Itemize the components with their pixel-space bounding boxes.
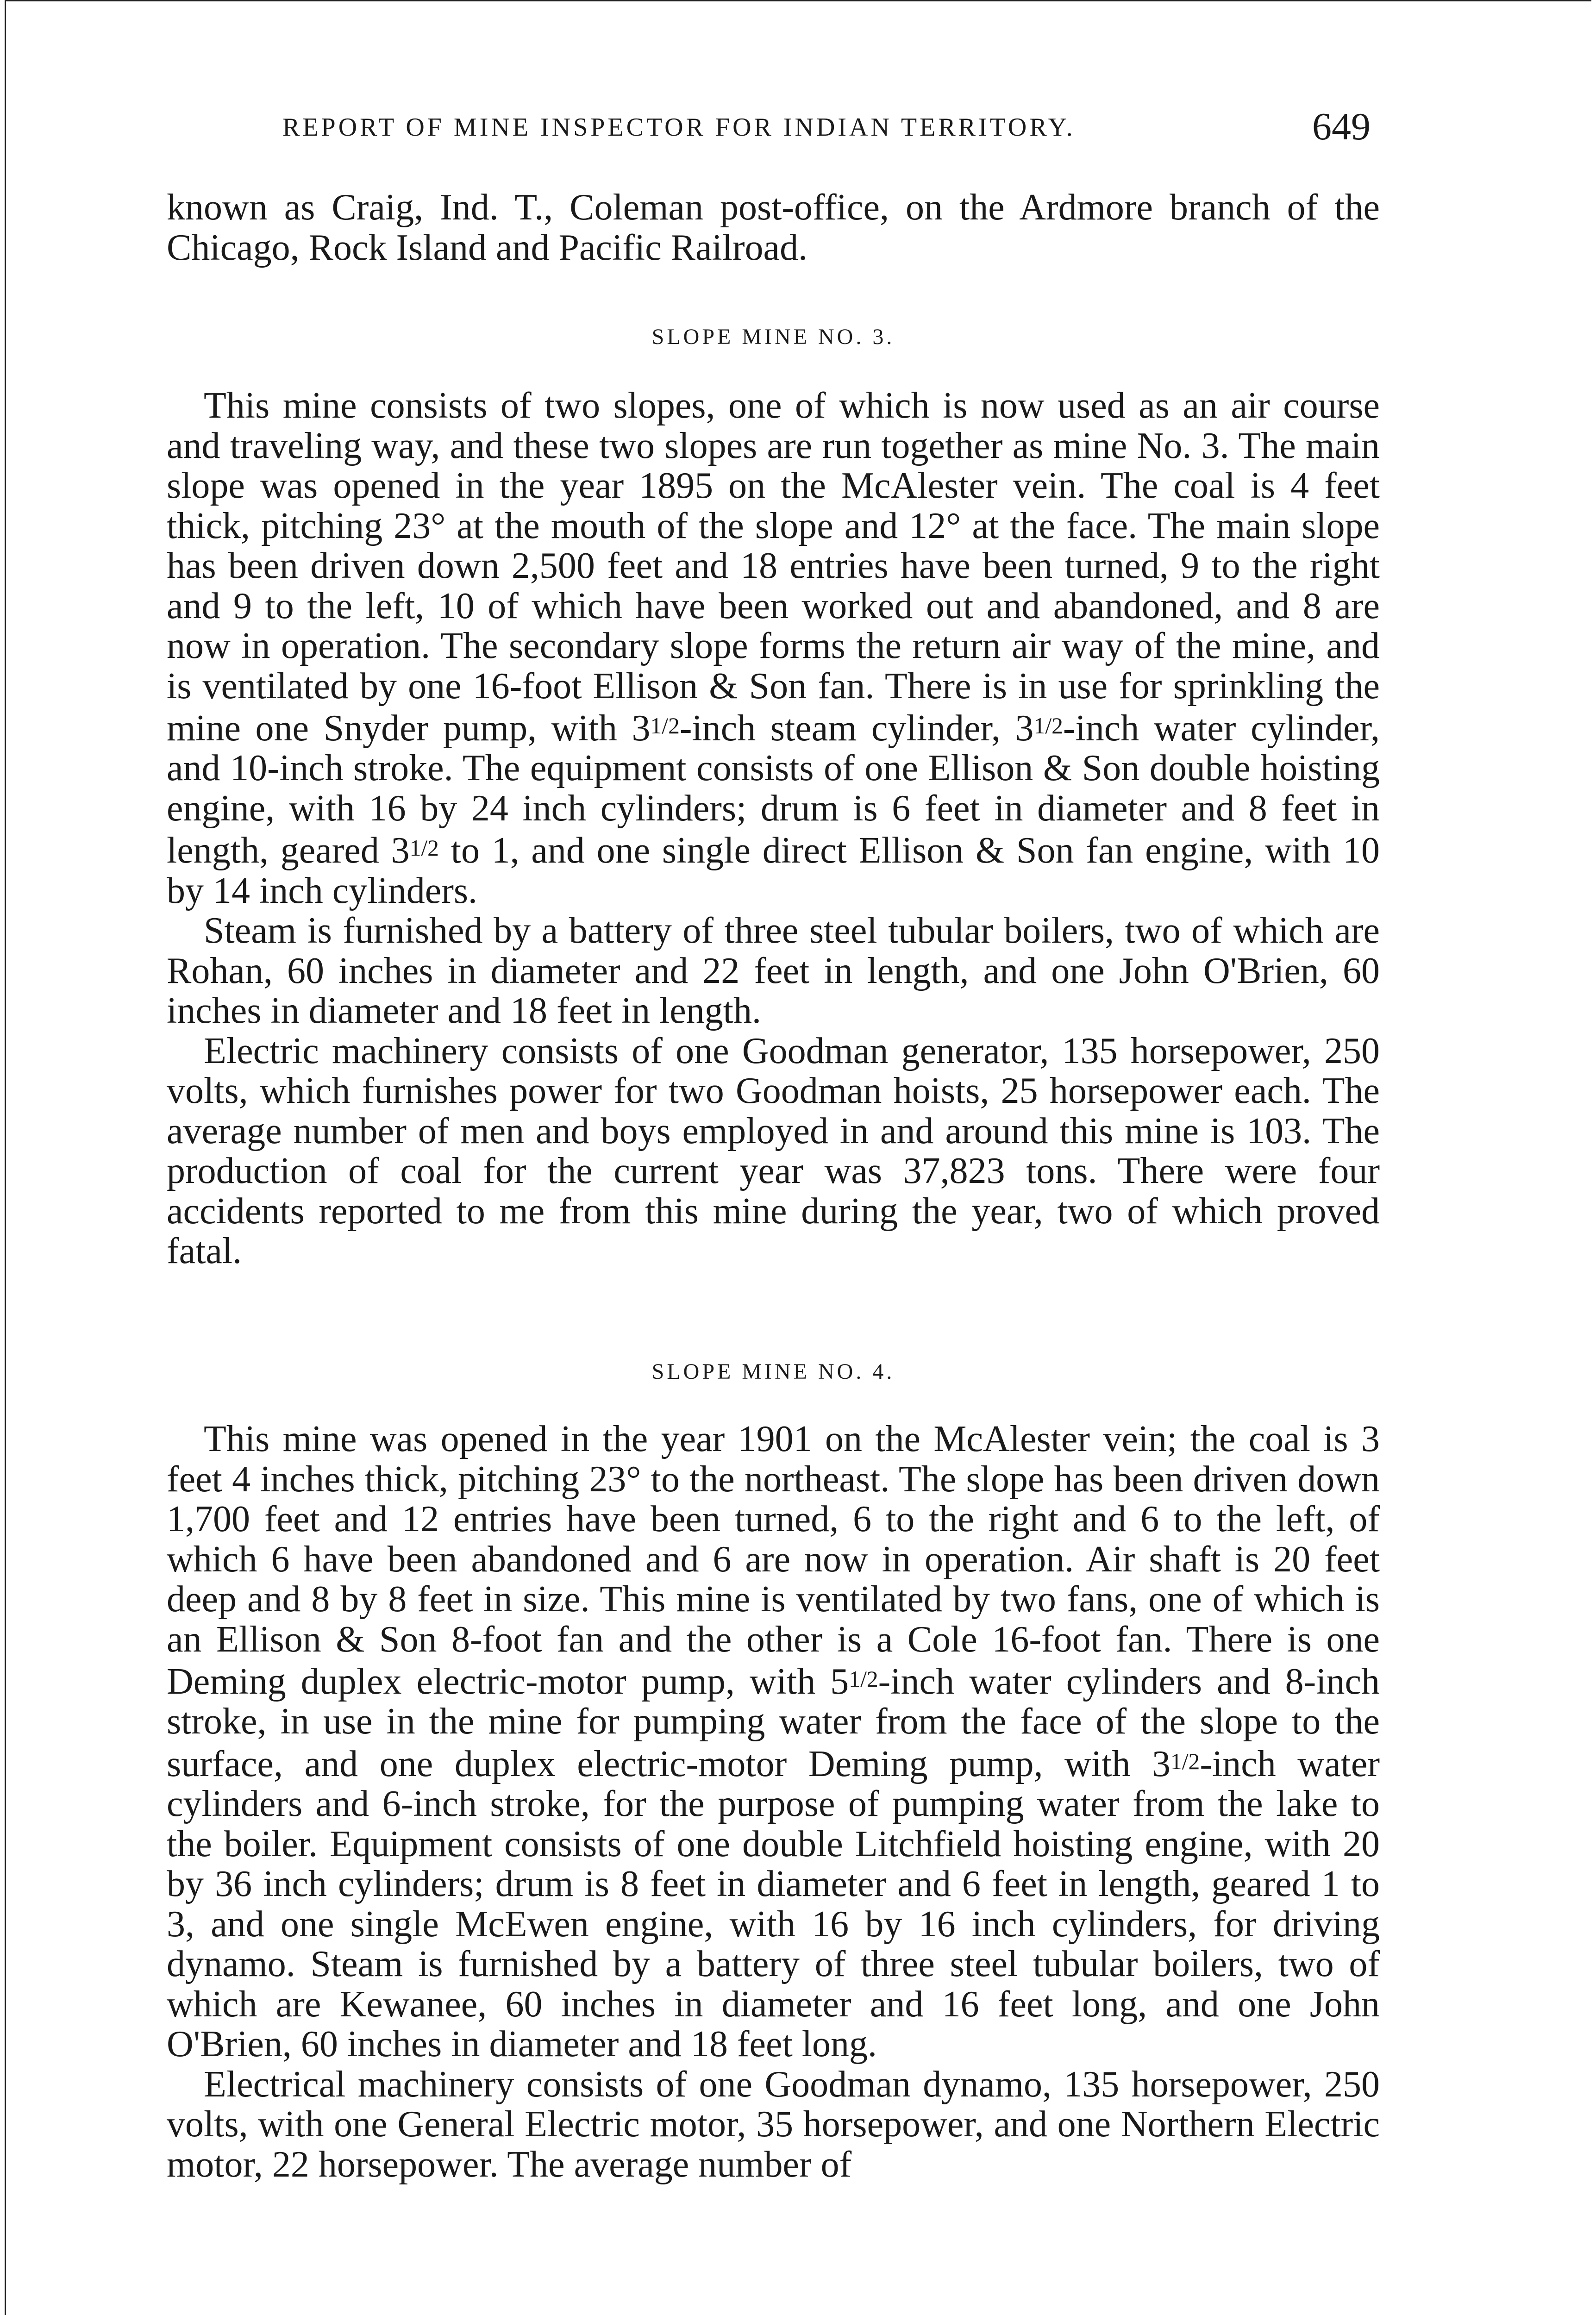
paragraph: Electric machinery consists of one Goodman generator, 135 horsepower, 250 volts, which furnishes power for two Goodman hoists, 25 horsepower each. The average number of men and boys employed in and around this mine is 103. The production of coal for the current year was 37,823 tons. There were four accidents reported to me from this mine during the year, two of which proved fatal. xyxy=(167,1030,1380,1272)
text-run: This mine was opened in the year 1901 on the McAlester vein; the coal is 3 feet 4 inches thick, pitching 23° to the northeast. The slope has been driven down 1,700 feet and 12 entries have been turned, 6 to the right and 6 to the left, of which 6 have been abandoned and 6 are now in operation. Air shaft is 20 feet deep and 8 by 8 feet in size. This mine is ventilated by two fans, one of which is an Ellison & Son 8-foot fan and the other is a Cole 16-foot fan. There is one Deming duplex electric-motor pump, with 5 xyxy=(167,1419,1380,1702)
running-head xyxy=(167,100,1371,150)
section-body-slope-mine-3 xyxy=(167,386,1380,1271)
intro-text-block xyxy=(167,188,1380,268)
paragraph: Electrical machinery consists of one Goodman dynamo, 135 horsepower, 250 volts, with one General Electric motor, 35 horsepower, and one Northern Electric motor, 22 horsepower. The average number of xyxy=(167,2064,1380,2185)
running-head-title: REPORT OF MINE INSPECTOR FOR INDIAN TERRITORY. xyxy=(282,113,1076,142)
text-run: -inch water cylinder, and 10-inch stroke. The equipment consists of one Ellison & Son double hoisting engine, with 16 by 24 inch cylinders; drum is 6 feet in diameter and 8 feet in length, geared 3 xyxy=(167,707,1380,871)
fraction: 1/2 xyxy=(1170,1748,1200,1774)
paragraph: Steam is furnished by a battery of three steel tubular boilers, two of which are Rohan, 60 inches in diameter and 22 feet in length, and one John O'Brien, 60 inches in diameter and 18 feet in length. xyxy=(167,910,1380,1032)
section-body-slope-mine-4 xyxy=(167,1419,1380,2184)
fraction: 1/2 xyxy=(650,713,680,738)
text-run: -inch water cylinders and 6-inch stroke, for the purpose of pumping water from the lake to the boiler. Equipment consists of one double Litchfield hoisting engine, with 20 by 36 inch cylinders; drum is 8 feet in diameter and 6 feet in length, geared 1 to 3, and one single McEwen engine, with 16 by 16 inch cylinders, for driving dynamo. Steam is furnished by a battery of three steel tubular boilers, two of which are Kewanee, 60 inches in diameter and 16 feet long, and one John O'Brien, 60 inches in diameter and 18 feet long. xyxy=(167,1743,1380,2065)
fraction: 1/2 xyxy=(1033,713,1063,738)
section-heading-slope-mine-3: SLOPE MINE NO. 3. xyxy=(651,325,895,349)
fraction: 1/2 xyxy=(409,835,439,861)
paragraph xyxy=(167,1419,1380,2065)
intro-paragraph: known as Craig, Ind. T., Coleman post-office, on the Ardmore branch of the Chicago, Rock Island and Pacific Railroad. xyxy=(167,187,1380,268)
section-heading-slope-mine-4: SLOPE MINE NO. 4. xyxy=(651,1359,895,1384)
paragraph xyxy=(167,386,1380,911)
text-run: -inch steam cylinder, 3 xyxy=(679,707,1034,749)
text-run: to 1, and one single direct Ellison & Son fan engine, with 10 by 14 inch cylinders. xyxy=(167,830,1380,911)
text-run: -inch water cylinders and 8-inch stroke, in use in the mine for pumping water from the face of the slope to the surface, and one duplex electric-motor Deming pump, with 3 xyxy=(167,1661,1380,1784)
text-run: This mine consists of two slopes, one of which is now used as an air course and traveling way, and these two slopes are run together as mine No. 3. The main slope was opened in the year 1895 on the McAlester vein. The coal is 4 feet thick, pitching 23° at the mouth of the slope and 12° at the face. The main slope has been driven down 2,500 feet and 18 entries have been turned, 9 to the right and 9 to the left, 10 of which have been worked out and abandoned, and 8 are now in operation. The secondary slope forms the return air way of the mine, and is ventilated by one 16-foot Ellison & Son fan. There is in use for sprinkling the mine one Snyder pump, with 3 xyxy=(167,385,1380,749)
page-number: 649 xyxy=(1312,105,1371,148)
fraction: 1/2 xyxy=(849,1666,878,1692)
